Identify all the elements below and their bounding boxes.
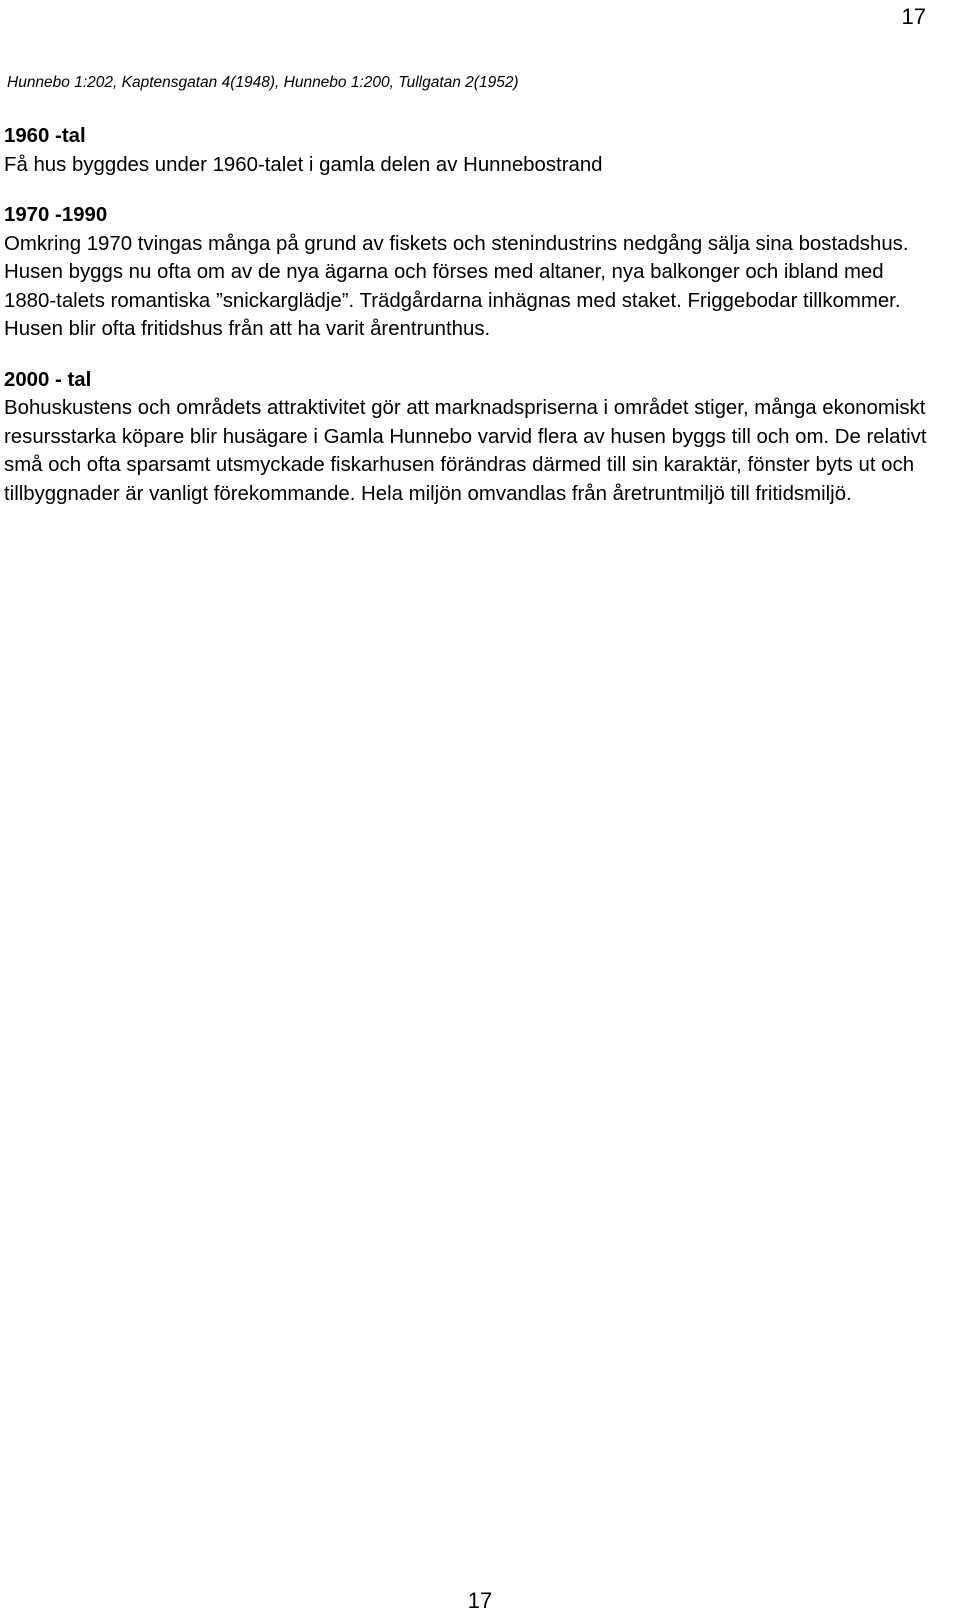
section-paragraph: Bohuskustens och områdets attraktivitet gör att marknadspriserna i området stiger, många ekonomiskt resursstarka köpare blir husägare i Gamla Hunnebo varvid flera av husen byggs till och om. De relativt små och ofta sparsamt utsmyckade fiskarhusen förändras därmed till sin karaktär, fönster byts ut och tillbyggnader är vanligt förekommande. Hela miljön omvandlas från åretruntmiljö till fritidsmiljö. xyxy=(4,397,927,505)
section-heading: 1970 -1990 xyxy=(4,204,108,226)
image-caption: Hunnebo 1:202, Kaptensgatan 4(1948), Hunnebo 1:200, Tullgatan 2(1952) xyxy=(7,74,519,91)
page-number-bottom: 17 xyxy=(467,1588,493,1613)
section-1970-1990 xyxy=(4,201,939,344)
section-paragraph: Omkring 1970 tvingas många på grund av fiskets och stenindustrins nedgång sälja sina bostadshus. Husen byggs nu ofta om av de nya ägarna och förses med altaner, nya balkonger och ibland med 1880-talets romantiska ”snickarglädje”. Trädgårdarna inhägnas med staket. Friggebodar tillkommer. Husen blir ofta fritidshus från att ha varit årentrunthus. xyxy=(4,232,909,340)
page-number-top: 17 xyxy=(901,4,926,29)
section-heading: 1960 -tal xyxy=(4,125,86,147)
document-body xyxy=(4,122,939,530)
section-heading: 2000 - tal xyxy=(4,368,92,391)
section-2000 xyxy=(4,366,939,509)
section-1960 xyxy=(4,122,939,179)
section-paragraph: Få hus byggdes under 1960-talet i gamla delen av Hunnebostrand xyxy=(4,153,603,176)
